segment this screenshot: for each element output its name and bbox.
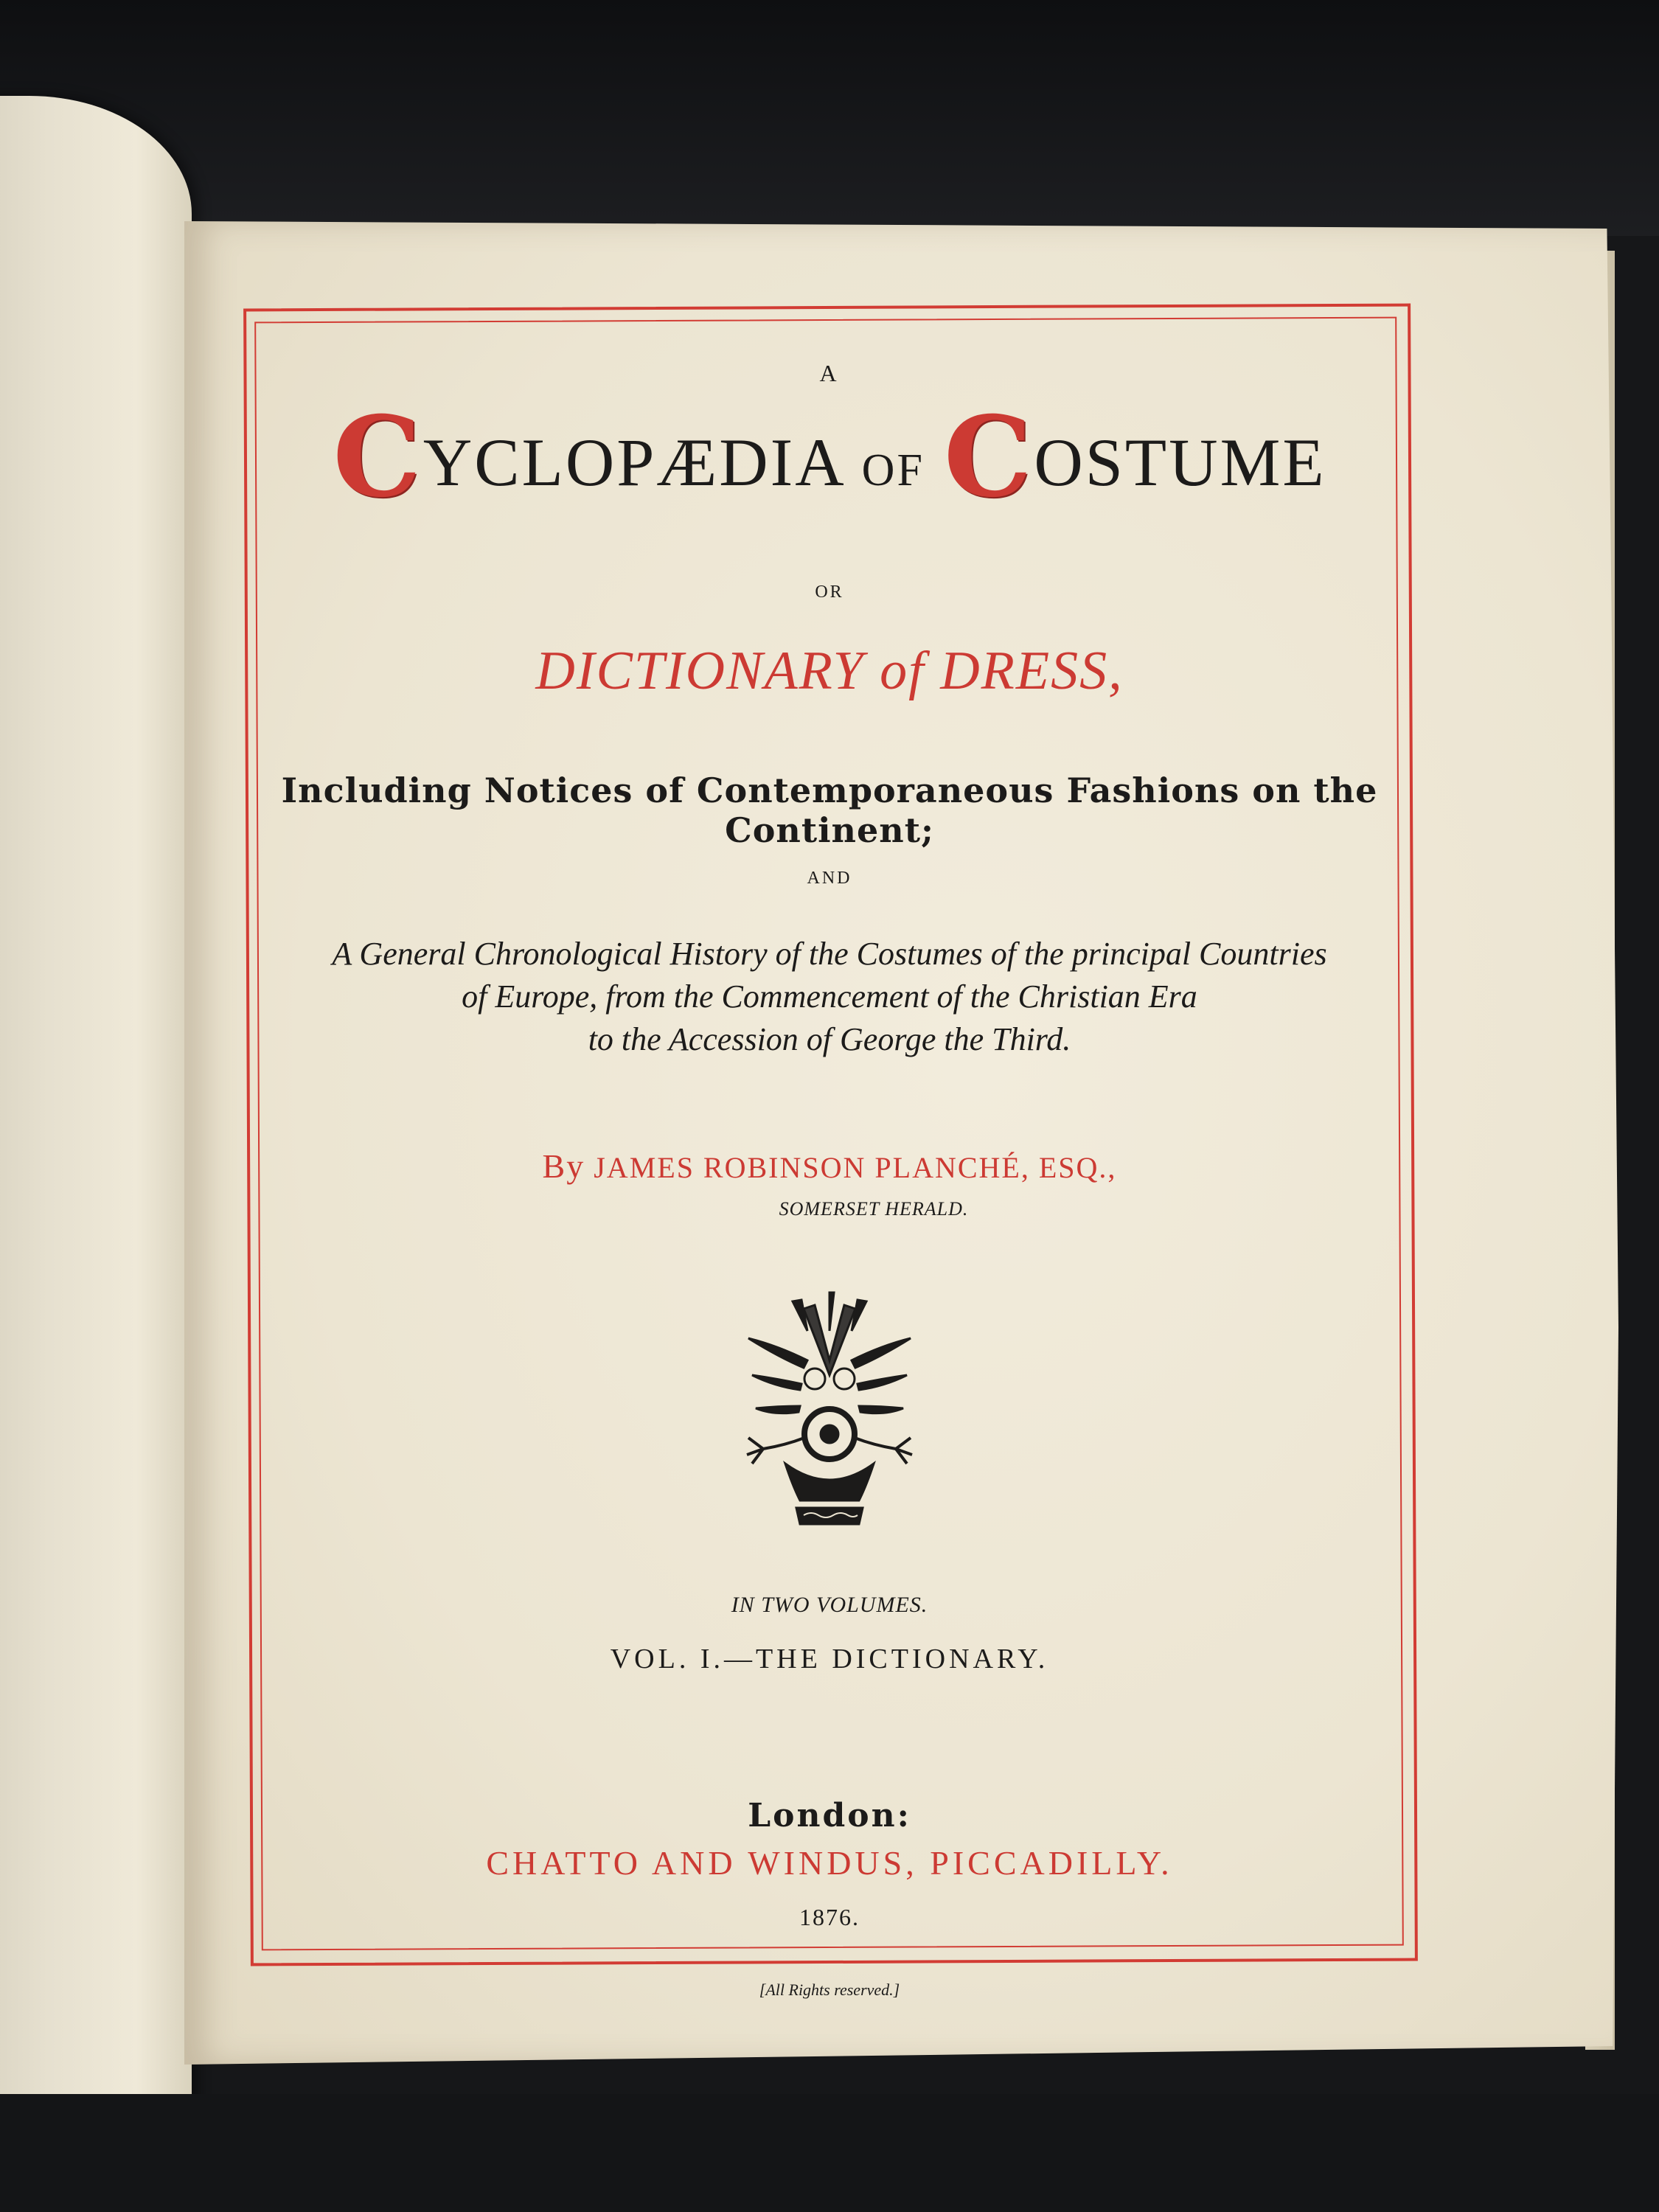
history-description: [247, 933, 1412, 1061]
author-line: [247, 1147, 1412, 1186]
blackletter-subtitle: Including Notices of Contemporaneous Fashions on the Continent;: [281, 771, 1378, 850]
author-by: By: [542, 1147, 585, 1185]
author-name: JAMES ROBINSON PLANCHÉ, ESQ.,: [594, 1151, 1117, 1184]
volumes-note: IN TWO VOLUMES.: [731, 1593, 928, 1617]
volume-title: VOL. I.—THE DICTIONARY.: [610, 1644, 1049, 1674]
history-line-2: of Europe, from the Commencement of the Christian Era: [462, 978, 1197, 1015]
background-bottom: [0, 2094, 1659, 2212]
left-page: [0, 96, 192, 2205]
title-word-costume: OSTUME: [1034, 425, 1326, 500]
title-word-of: OF: [861, 445, 925, 495]
publication-year: 1876.: [799, 1904, 860, 1930]
subtitle: DICTIONARY of DRESS,: [535, 641, 1124, 701]
title-word-cyclopaedia: YCLOPÆDIA: [422, 425, 843, 500]
rights-notice: [All Rights reserved.]: [759, 1980, 900, 1999]
red-border-inner: [254, 317, 1404, 1951]
background-top: [0, 0, 1659, 236]
author-title: SOMERSET HERALD.: [779, 1198, 969, 1220]
title-article: A: [819, 360, 840, 386]
title-initial-c: C: [333, 392, 423, 522]
title-initial-c2: C: [943, 392, 1034, 522]
history-line-3: to the Accession of George the Third.: [588, 1021, 1071, 1057]
history-line-1: A General Chronological History of the Costumes of the principal Countries: [332, 936, 1327, 972]
or-connector: OR: [815, 582, 844, 602]
publisher: CHATTO AND WINDUS, PICCADILLY.: [486, 1844, 1173, 1882]
printer-device-icon: [734, 1287, 925, 1530]
main-title: [247, 392, 1412, 522]
and-connector: AND: [807, 869, 852, 888]
imprint-city: London:: [748, 1797, 911, 1834]
